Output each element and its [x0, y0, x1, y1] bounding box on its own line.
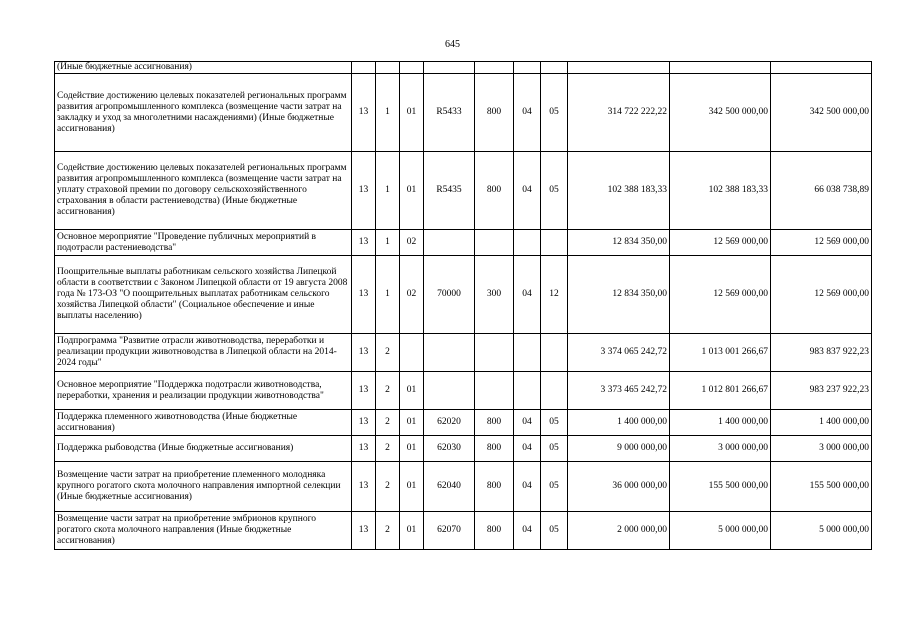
code-activity: [400, 62, 424, 74]
code-section: 04: [514, 512, 541, 550]
code-activity: 02: [400, 230, 424, 256]
row-description: Основное мероприятие "Проведение публичных мероприятий в подотрасли растениеводства": [55, 230, 352, 256]
table-row: [55, 410, 872, 436]
code-section: [514, 230, 541, 256]
code-expense-type: [475, 334, 514, 372]
budget-table: [54, 61, 872, 550]
table-body: [55, 62, 872, 550]
amount-year-3: 983 237 922,23: [771, 372, 872, 410]
code-activity: 01: [400, 410, 424, 436]
table-row: [55, 436, 872, 462]
code-subsection: [541, 372, 568, 410]
code-expense-type: 800: [475, 436, 514, 462]
amount-year-3: 1 400 000,00: [771, 410, 872, 436]
code-subprogram: 2: [376, 334, 400, 372]
amount-year-2: 5 000 000,00: [670, 512, 771, 550]
code-section: 04: [514, 462, 541, 512]
code-direction: 62070: [424, 512, 475, 550]
code-subsection: [541, 230, 568, 256]
table-row: [55, 62, 872, 74]
table-row: [55, 230, 872, 256]
amount-year-2: 1 012 801 266,67: [670, 372, 771, 410]
code-direction: 62030: [424, 436, 475, 462]
amount-year-3: 983 837 922,23: [771, 334, 872, 372]
code-subprogram: 1: [376, 152, 400, 230]
row-description: Подпрограмма "Развитие отрасли животноводства, переработки и реализации продукции животноводства в Липецкой области на 2014-2024 годы": [55, 334, 352, 372]
amount-year-3: [771, 62, 872, 74]
table-row: [55, 334, 872, 372]
amount-year-2: 102 388 183,33: [670, 152, 771, 230]
code-section: 04: [514, 256, 541, 334]
row-description: Содействие достижению целевых показателей региональных программ развития агропромышленного комплекса (возмещение части затрат на уплату страховой премии по договору сельскохозяйственного страхования в области растениеводства) (Иные бюджетные ассигнования): [55, 152, 352, 230]
amount-year-1: 314 722 222,22: [568, 74, 670, 152]
code-expense-type: [475, 372, 514, 410]
amount-year-1: 102 388 183,33: [568, 152, 670, 230]
code-expense-type: 300: [475, 256, 514, 334]
code-expense-type: 800: [475, 512, 514, 550]
row-description: Поддержка рыбоводства (Иные бюджетные ассигнования): [55, 436, 352, 462]
table-row: [55, 462, 872, 512]
code-subsection: 05: [541, 410, 568, 436]
code-activity: 01: [400, 152, 424, 230]
code-chapter: 13: [352, 512, 376, 550]
code-subprogram: 2: [376, 512, 400, 550]
code-chapter: 13: [352, 372, 376, 410]
amount-year-1: 3 373 465 242,72: [568, 372, 670, 410]
table-row: [55, 256, 872, 334]
code-expense-type: 800: [475, 462, 514, 512]
amount-year-3: 12 569 000,00: [771, 256, 872, 334]
code-chapter: 13: [352, 256, 376, 334]
amount-year-2: 1 400 000,00: [670, 410, 771, 436]
amount-year-3: 12 569 000,00: [771, 230, 872, 256]
code-direction: [424, 372, 475, 410]
code-chapter: 13: [352, 462, 376, 512]
amount-year-1: 1 400 000,00: [568, 410, 670, 436]
code-subprogram: 1: [376, 74, 400, 152]
amount-year-1: 2 000 000,00: [568, 512, 670, 550]
row-description: (Иные бюджетные ассигнования): [55, 62, 352, 74]
code-direction: [424, 230, 475, 256]
table-row: [55, 152, 872, 230]
amount-year-2: [670, 62, 771, 74]
amount-year-2: 3 000 000,00: [670, 436, 771, 462]
code-subsection: 12: [541, 256, 568, 334]
amount-year-1: 36 000 000,00: [568, 462, 670, 512]
table-row: [55, 372, 872, 410]
amount-year-3: 5 000 000,00: [771, 512, 872, 550]
row-description: Содействие достижению целевых показателей региональных программ развития агропромышленного комплекса (возмещение части затрат на закладку и уход за многолетними насаждениями) (Иные бюджетные ассигнования): [55, 74, 352, 152]
code-subprogram: 2: [376, 410, 400, 436]
code-direction: 62020: [424, 410, 475, 436]
amount-year-1: [568, 62, 670, 74]
code-section: [514, 334, 541, 372]
code-subsection: [541, 62, 568, 74]
code-activity: 02: [400, 256, 424, 334]
table-row: [55, 512, 872, 550]
amount-year-2: 1 013 001 266,67: [670, 334, 771, 372]
amount-year-2: 155 500 000,00: [670, 462, 771, 512]
code-section: 04: [514, 152, 541, 230]
code-section: [514, 372, 541, 410]
code-chapter: 13: [352, 334, 376, 372]
code-subprogram: 1: [376, 230, 400, 256]
code-direction: [424, 334, 475, 372]
amount-year-2: 12 569 000,00: [670, 230, 771, 256]
amount-year-3: 155 500 000,00: [771, 462, 872, 512]
code-subprogram: 2: [376, 372, 400, 410]
code-activity: 01: [400, 512, 424, 550]
amount-year-2: 342 500 000,00: [670, 74, 771, 152]
code-subsection: 05: [541, 74, 568, 152]
row-description: Поощрительные выплаты работникам сельского хозяйства Липецкой области в соответствии с Законом Липецкой области от 19 августа 2008 года № 173-ОЗ "О поощрительных выплатах работникам сельского хозяйства Липецкой области" (Социальное обеспечение и иные выплаты населению): [55, 256, 352, 334]
code-section: 04: [514, 74, 541, 152]
code-direction: R5435: [424, 152, 475, 230]
code-subprogram: 1: [376, 256, 400, 334]
code-section: 04: [514, 410, 541, 436]
code-direction: [424, 62, 475, 74]
code-section: [514, 62, 541, 74]
row-description: Основное мероприятие "Поддержка подотрасли животноводства, переработки, хранения и реализации продукции животноводства": [55, 372, 352, 410]
amount-year-3: 66 038 738,89: [771, 152, 872, 230]
code-subsection: 05: [541, 512, 568, 550]
code-chapter: [352, 62, 376, 74]
code-expense-type: 800: [475, 152, 514, 230]
code-subsection: 05: [541, 152, 568, 230]
amount-year-1: 12 834 350,00: [568, 230, 670, 256]
code-expense-type: 800: [475, 74, 514, 152]
code-activity: 01: [400, 462, 424, 512]
code-direction: R5433: [424, 74, 475, 152]
code-chapter: 13: [352, 436, 376, 462]
row-description: Возмещение части затрат на приобретение эмбрионов крупного рогатого скота молочного направления (Иные бюджетные ассигнования): [55, 512, 352, 550]
page-number: 645: [445, 39, 460, 50]
code-activity: [400, 334, 424, 372]
amount-year-1: 3 374 065 242,72: [568, 334, 670, 372]
code-activity: 01: [400, 372, 424, 410]
amount-year-3: 342 500 000,00: [771, 74, 872, 152]
code-subsection: 05: [541, 462, 568, 512]
table-row: [55, 74, 872, 152]
amount-year-1: 9 000 000,00: [568, 436, 670, 462]
code-subprogram: [376, 62, 400, 74]
code-activity: 01: [400, 74, 424, 152]
code-activity: 01: [400, 436, 424, 462]
code-expense-type: [475, 230, 514, 256]
row-description: Поддержка племенного животноводства (Иные бюджетные ассигнования): [55, 410, 352, 436]
code-section: 04: [514, 436, 541, 462]
code-expense-type: [475, 62, 514, 74]
code-chapter: 13: [352, 410, 376, 436]
amount-year-1: 12 834 350,00: [568, 256, 670, 334]
amount-year-2: 12 569 000,00: [670, 256, 771, 334]
amount-year-3: 3 000 000,00: [771, 436, 872, 462]
code-chapter: 13: [352, 74, 376, 152]
code-subsection: [541, 334, 568, 372]
code-expense-type: 800: [475, 410, 514, 436]
code-direction: 70000: [424, 256, 475, 334]
code-chapter: 13: [352, 230, 376, 256]
code-direction: 62040: [424, 462, 475, 512]
code-subprogram: 2: [376, 462, 400, 512]
code-chapter: 13: [352, 152, 376, 230]
code-subprogram: 2: [376, 436, 400, 462]
row-description: Возмещение части затрат на приобретение племенного молодняка крупного рогатого скота молочного направления импортной селекции (Иные бюджетные ассигнования): [55, 462, 352, 512]
code-subsection: 05: [541, 436, 568, 462]
